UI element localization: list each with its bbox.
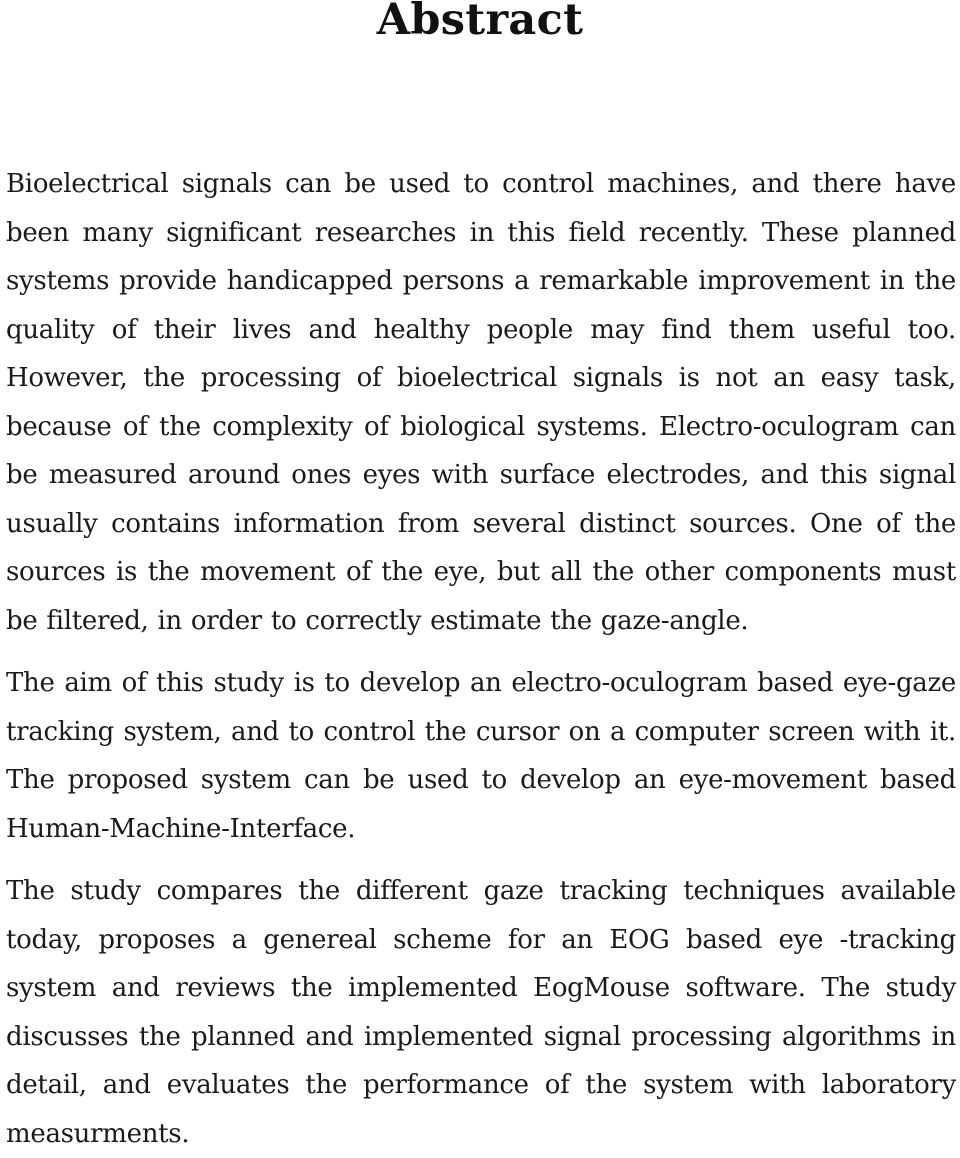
paragraph-2: The aim of this study is to develop an electro-oculogram based eye-gaze tracking system, and to control the cursor on a computer screen with it. The proposed system can be used to develop an eye-movement based Human-Machine-Interface. <box>6 668 956 844</box>
paragraph-1: Bioelectrical signals can be used to control machines, and there have been many significant researches in this field recently. These planned systems provide handicapped persons a remarkable improvement in the quality of their lives and healthy people may find them useful too. However, the processing of bioelectrical signals is not an easy task, because of the complexity of biological systems. Electro-oculogram can be measured around ones eyes with surface electrodes, and this signal usually contains information from several distinct sources. One of the sources is the movement of the eye, but all the other components must be filtered, in order to correctly estimate the gaze-angle. <box>6 169 956 636</box>
paragraph-3: The study compares the different gaze tracking techniques available today, proposes a genereal scheme for an EOG based eye -tracking system and reviews the implemented EogMouse software. The study discusses the planned and implemented signal processing algorithms in detail, and evaluates the performance of the system with laboratory measurments. <box>6 876 956 1149</box>
abstract-body <box>6 160 956 1158</box>
page-title: Abstract <box>376 0 584 45</box>
